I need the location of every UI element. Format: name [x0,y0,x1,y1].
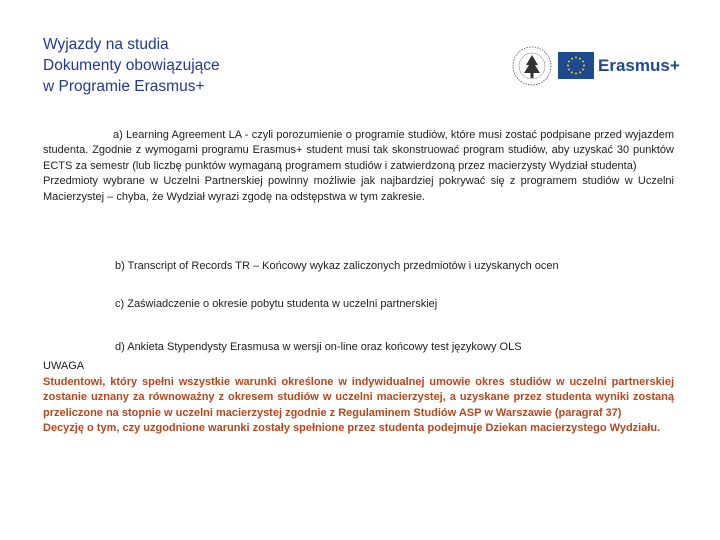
uwaga-heading: UWAGA [43,360,85,372]
learning-agreement-paragraph: a) Learning Agreement LA - czyli porozumienie o programie studiów, które musi zostać podpisane przed wyjazdem studenta. Zgodnie z wymogami programu Erasmus+ student musi tak skonstruować program studiów, aby uzyskać 30 punktów ECTS za semestr (lub liczbę punktów wymaganą programem studiów i zatwierdzoną przez macierzysty Wydział studenta) [43,129,674,172]
partner-courses-paragraph: Przedmioty wybrane w Uczelni Partnerskiej powinny możliwie jak najbardziej pokrywać się z programem studiów w Uczelni Macierzystej – chyba, że Wydział wyrazi zgodę na odstępstwa w tym zakresie. [43,175,674,203]
item-stay-certificate: c) Zaświadczenie o okresie pobytu studenta w uczelni partnerskiej [115,298,438,310]
item-transcript-of-records: b) Transcript of Records TR – Końcowy wykaz zaliczonych przedmiotów i uzyskanych ocen [115,260,559,272]
page-title [43,34,343,97]
title-line-2: Dokumenty obowiązujące [43,57,220,74]
eu-flag-icon [558,52,594,79]
item-erasmus-survey: d) Ankieta Stypendysty Erasmusa w wersji on-line oraz końcowy test językowy OLS [115,341,522,353]
erasmus-logo-text: Erasmus+ [598,56,680,75]
title-line-3: w Programie Erasmus+ [43,78,205,95]
decision-paragraph: Decyzję o tym, czy uzgodnione warunki zostały spełnione przez studenta podejmuje Dziekan macierzystego Wydziału. [43,422,661,435]
uwaga-section [43,375,674,437]
section-a [43,128,674,205]
academy-seal-icon [511,44,553,88]
recognition-paragraph: Studentowi, który spełni wszystkie warunki określone w indywidualnej umowie okres studiów w uczelni partnerskiej zostanie uznany za równoważny z okresem studiów w uczelni macierzystej, a uzyskane przez studenta wyniki zostaną przeliczone na stopnie w uczelni macierzystej zgodnie z Regulaminem Studiów ASP w Warszawie (paragraf 37) [43,376,674,419]
title-line-1: Wyjazdy na studia [43,36,169,53]
